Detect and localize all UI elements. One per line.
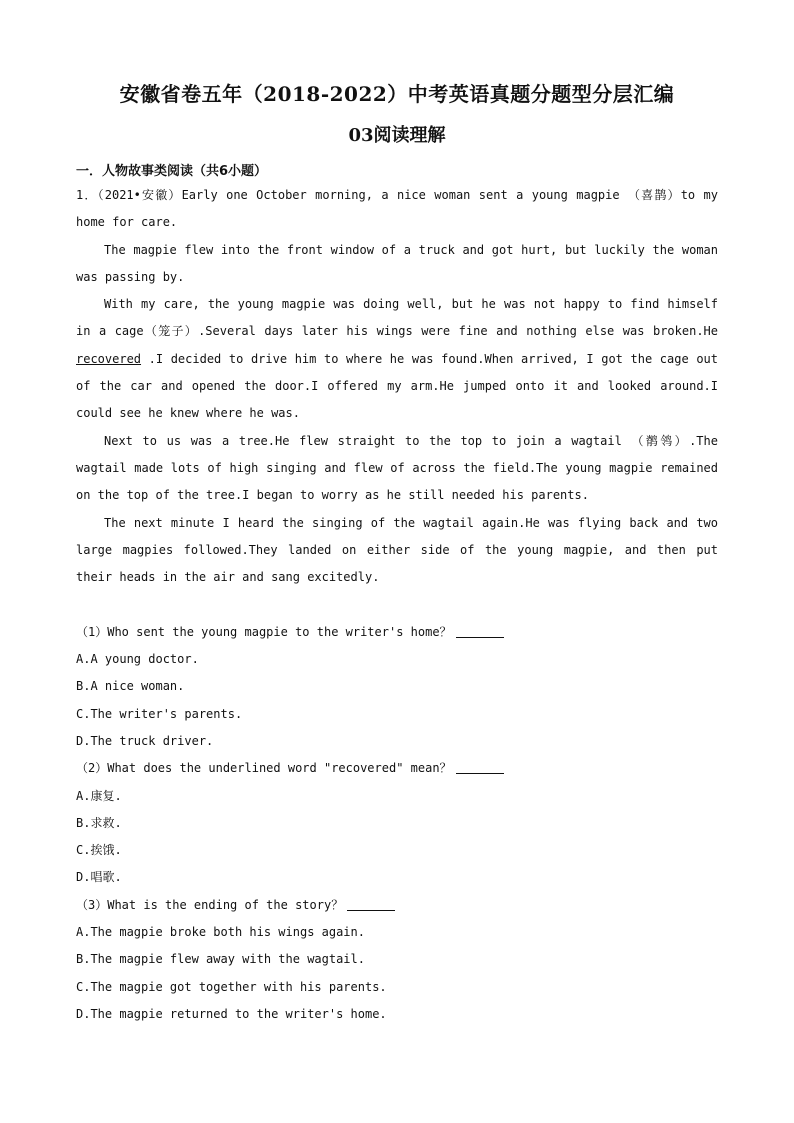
answer-blank[interactable] <box>456 759 504 774</box>
option-b: B.A nice woman. <box>76 679 185 694</box>
document-subtitle: 03阅读理解 <box>348 125 446 146</box>
question-2 <box>76 755 718 782</box>
section-heading: 一．人物故事类阅读（共6小题） <box>76 164 268 179</box>
question-1 <box>76 619 718 646</box>
question-3 <box>76 892 718 919</box>
passage-paragraph-1: 1．（2021•安徽）Early one October morning, a nice woman sent a young magpie （喜鹊）to my home for care. <box>76 188 718 230</box>
question-stem: （2）What does the underlined word "recovered" mean？ <box>76 761 452 776</box>
question-stem: （1）Who sent the young magpie to the writer's home？ <box>76 624 452 639</box>
option-b: B.求救. <box>76 815 122 830</box>
option-a: A.康复. <box>76 788 122 803</box>
option-c: C.The writer's parents. <box>76 706 243 721</box>
option-d: D.The magpie returned to the writer's home. <box>76 1006 387 1021</box>
spacer <box>76 591 718 618</box>
option-a: A.The magpie broke both his wings again. <box>76 925 365 940</box>
passage-paragraph-4: Next to us was a tree.He flew straight to the top to join a wagtail （鹡鸰）.The wagtail made lots of high singing and flew of across the field.The young magpie remained on the top of the tree.I began to worry as he still needed his parents. <box>76 433 718 503</box>
underlined-word: recovered <box>76 351 142 366</box>
answer-blank[interactable] <box>347 896 395 911</box>
option-c: C.The magpie got together with his parents. <box>76 979 387 994</box>
option-d: D.The truck driver. <box>76 733 214 748</box>
answer-blank[interactable] <box>456 623 504 638</box>
option-d: D.唱歌. <box>76 870 122 885</box>
paragraph-3-text-before: With my care, the young magpie was doing well, but he was not happy to find himself in a cage（笼子）.Several days later his wings were fine and nothing else was broken.He <box>76 297 718 339</box>
reading-content <box>76 182 718 1028</box>
option-c: C.挨饿. <box>76 843 122 858</box>
passage-paragraph-5: The next minute I heard the singing of the wagtail again.He was flying back and two large magpies followed.They landed on either side of the young magpie, and then put their heads in the air and sang excitedly. <box>76 515 718 585</box>
passage-paragraph-2: The magpie flew into the front window of a truck and got hurt, but luckily the woman was passing by. <box>76 242 718 284</box>
passage-paragraph-3 <box>76 291 718 427</box>
option-a: A.A young doctor. <box>76 652 199 667</box>
question-stem: （3）What is the ending of the story？ <box>76 897 344 912</box>
document-title: 安徽省卷五年（2018-2022）中考英语真题分题型分层汇编 <box>119 82 675 106</box>
option-b: B.The magpie flew away with the wagtail. <box>76 952 365 967</box>
paragraph-3-text-after: .I decided to drive him to where he was found.When arrived, I got the cage out of the car and opened the door.I offered my arm.He jumped onto it and looked around.I could see he knew where he was. <box>76 351 718 421</box>
